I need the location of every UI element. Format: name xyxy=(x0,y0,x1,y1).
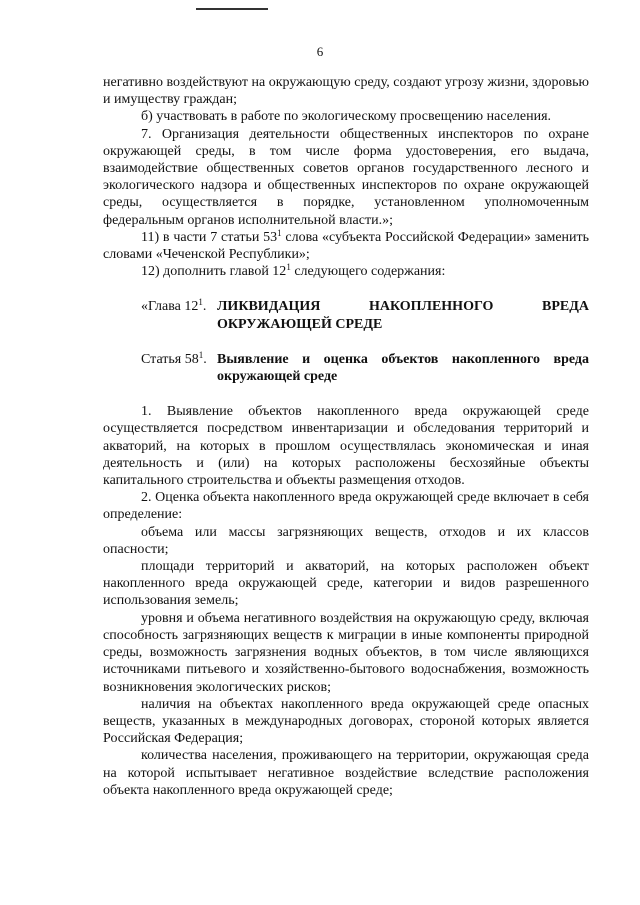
item-text: следующего содержания: xyxy=(294,264,446,280)
item-text: 11) в части 7 статьи 53 xyxy=(141,229,278,245)
paragraph: негативно воздействуют на окружающую среду, создают угрозу жизни, здоровью и имуществу граждан; xyxy=(103,75,589,108)
superscript: 1 xyxy=(277,227,282,238)
amendment-item-11 xyxy=(103,229,589,263)
item-text: слова «субъекта Российской Федерации» заменить словами «Чеченской Республики»; xyxy=(103,229,590,263)
paragraph: б) участвовать в работе по экологическому просвещению населения. xyxy=(141,109,552,125)
item-text: 12) дополнить главой 12 xyxy=(141,264,287,280)
article-label: Статья $58^1$. xyxy=(141,349,207,367)
scan-artifact-line xyxy=(196,8,268,10)
superscript: 1 xyxy=(286,262,291,273)
amendment-item-12 xyxy=(103,263,589,280)
chapter-label: «Глава $12^1$. xyxy=(141,297,207,315)
article-heading xyxy=(103,351,589,385)
article-title: Выявление и оценка объектов накопленного вреда окружающей среде xyxy=(217,351,589,385)
chapter-title: ЛИКВИДАЦИЯ НАКОПЛЕННОГО ВРЕДА ОКРУЖАЮЩЕЙ СРЕДЕ xyxy=(217,299,589,332)
list-item: уровня и объема негативного воздействия на окружающую среду, включая способность загрязняющих веществ к миграции в иные компоненты природной среды, возможность загрязнения водных объектов, в том числе являющихся источниками питьевого и хозяйственно-бытового водоснабжения, возможность возникновения экологических рисков; xyxy=(103,610,589,695)
paragraph: 1. Выявление объектов накопленного вреда окружающей среде осуществляется посредством инвентаризации и обследования территорий и акваторий, на которых в прошлом осуществлялась экономическая и иная деятельность и (или) на которых расположены бесхозяйные объекты капитального строительства и объекты размещения отходов. xyxy=(103,404,589,489)
list-item: количества населения, проживающего на территории, окружающая среда на которой испытывает негативное воздействие вследствие расположения объекта накопленного вреда окружающей среде; xyxy=(103,748,589,798)
document-body xyxy=(103,74,589,799)
chapter-heading xyxy=(103,298,589,332)
paragraph: 2. Оценка объекта накопленного вреда окружающей среде включает в себя определение: xyxy=(103,490,589,523)
paragraph: 7. Организация деятельности общественных инспекторов по охране окружающей среды, в том числе форма удостоверения, его выдача, взаимодействие общественных советов органов государственного лесного и экологического надзора и общественных инспекторов по охране окружающей среды, осуществляется в порядке, установленном уполномоченным федеральным органов исполнительной власти.»; xyxy=(103,126,589,228)
list-item: наличия на объектах накопленного вреда окружающей среде опасных веществ, указанных в международных договорах, стороной которых является Российская Федерация; xyxy=(103,696,589,747)
list-item: объема или массы загрязняющих веществ, отходов и их классов опасности; xyxy=(103,524,589,557)
page-number: 6 xyxy=(316,44,324,59)
list-item: площади территорий и акваторий, на которых расположен объект накопленного вреда окружающей среде, категории и видов разрешенного использования земель; xyxy=(103,559,589,609)
